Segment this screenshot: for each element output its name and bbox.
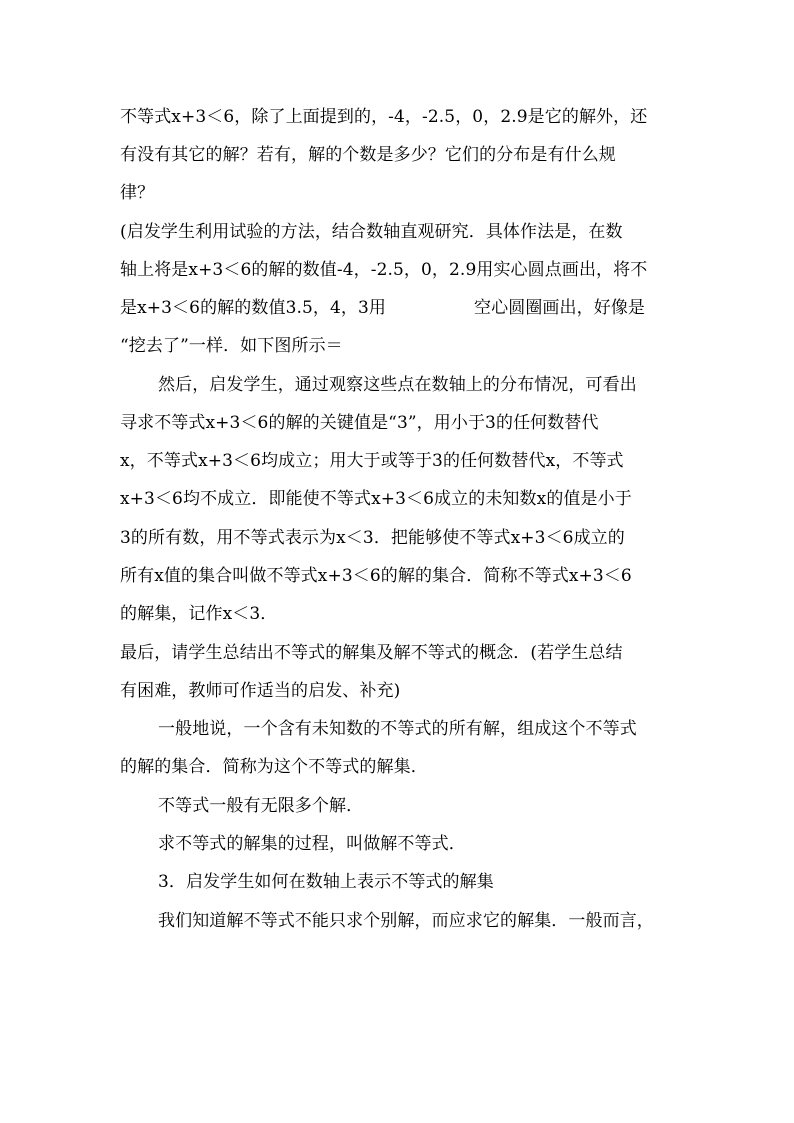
paragraph6-line1: 不等式一般有无限多个解．: [158, 796, 364, 816]
section3-heading: 3．启发学生如何在数轴上表示不等式的解集: [158, 872, 494, 892]
paragraph2-line4: “挖去了”一样．如下图所示＝: [120, 336, 343, 356]
paragraph1-line3: 律？: [120, 183, 155, 203]
paragraph7-line1: 求不等式的解集的过程，叫做解不等式．: [158, 834, 466, 854]
paragraph2-line3-right: 空心圆圈画出，好像是: [474, 298, 646, 318]
paragraph2-line2: 轴上将是x+3＜6的解的数值-4，-2.5，0，2.9用实心圆点画出，将不: [120, 260, 648, 280]
paragraph1-line1: 不等式x+3＜6，除了上面提到的，-4，-2.5，0，2.9是它的解外，还: [120, 107, 648, 127]
paragraph8-line1: 我们知道解不等式不能只求个别解，而应求它的解集．一般而言，: [158, 911, 654, 931]
paragraph3-line3: x，不等式x+3＜6均成立；用大于或等于3的任何数替代x，不等式: [120, 451, 624, 471]
paragraph3-line4: x+3＜6均不成立．即能使不等式x+3＜6成立的未知数x的值是小于: [120, 489, 632, 509]
paragraph3-line5: 3的所有数，用不等式表示为x＜3．把能够使不等式x+3＜6成立的: [120, 528, 625, 548]
paragraph4-line1: 最后，请学生总结出不等式的解集及解不等式的概念．(若学生总结: [120, 643, 623, 663]
paragraph2-line1: (启发学生利用试验的方法，结合数轴直观研究．具体作法是，在数: [120, 222, 623, 242]
paragraph2-line3: [120, 296, 645, 320]
paragraph4-line2: 有困难，教师可作适当的启发、补充): [120, 681, 401, 701]
paragraph1-line2: 有没有其它的解？若有，解的个数是多少？它们的分布是有什么规: [120, 145, 616, 165]
paragraph2-line3-left: 是x+3＜6的解的数值3.5，4，3用: [120, 298, 387, 318]
paragraph3-line2: 寻求不等式x+3＜6的解的关键值是“3”，用小于3的任何数替代: [120, 413, 599, 433]
paragraph5-line2: 的解的集合．简称为这个不等式的解集．: [120, 757, 428, 777]
paragraph3-line6: 所有x值的集合叫做不等式x+3＜6的解的集合．简称不等式x+3＜6: [120, 566, 632, 586]
paragraph3-line7: 的解集，记作x＜3．: [120, 604, 278, 624]
paragraph3-line1: 然后，启发学生，通过观察这些点在数轴上的分布情况，可看出: [158, 375, 637, 395]
paragraph5-line1: 一般地说，一个含有未知数的不等式的所有解，组成这个不等式: [158, 719, 637, 739]
